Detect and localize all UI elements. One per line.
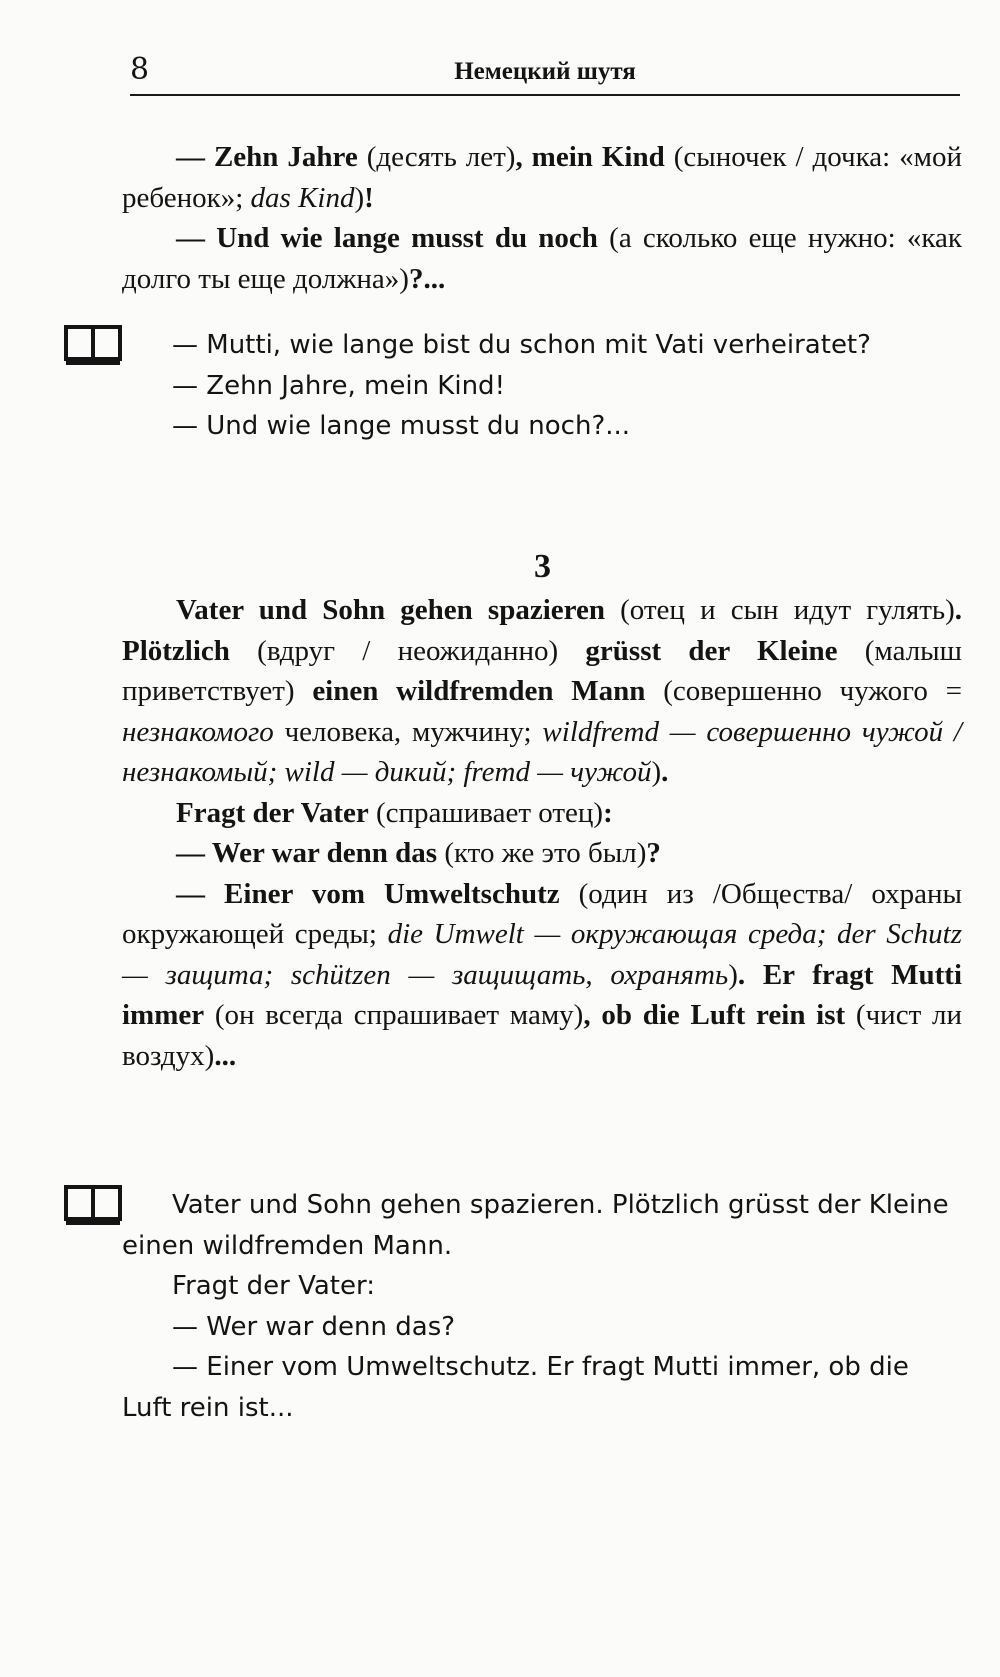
page-header: [130, 48, 960, 96]
commentary-paragraph: — Wer war denn das (кто же это был)?: [176, 837, 661, 869]
original-paragraph: — Wer war denn das?: [172, 1311, 456, 1342]
commentary-paragraph: — Und wie lange musst du noch (а сколько еще нужно: «как долго ты еще должна»)?...: [122, 222, 962, 295]
running-title: Немецкий шутя: [454, 58, 636, 85]
original-paragraph: Vater und Sohn gehen spazieren. Plötzlich grüsst der Kleine einen wildfremden Mann.: [122, 1190, 949, 1261]
original-line: — Mutti, wie lange bist du schon mit Vati verheiratet?: [172, 330, 871, 360]
original-paragraph: Fragt der Vater:: [172, 1271, 375, 1301]
commentary-paragraph: — Zehn Jahre (десять лет), mein Kind (сыночек / дочка: «мой ребенок»; das Kind)!: [122, 141, 962, 214]
page-number: 8: [130, 52, 150, 87]
book-icon: [64, 325, 122, 365]
joke-2-original: [122, 325, 962, 447]
original-line: — Und wie lange musst du noch?...: [172, 411, 631, 441]
joke-2-commentary: [122, 137, 962, 299]
original-paragraph: — Einer vom Umweltschutz. Er fragt Mutti immer, ob die Luft rein ist...: [122, 1352, 909, 1423]
book-icon: [64, 1185, 122, 1225]
original-line: — Zehn Jahre, mein Kind!: [172, 370, 505, 401]
joke-3-commentary: [122, 590, 962, 1076]
joke-3-original: [122, 1185, 962, 1428]
commentary-paragraph: — Einer vom Umweltschutz (один из /Общества/ охраны окружающей среды; die Umwelt — окружающая среда; der Schutz — защита; schützen — защищать, охранять). Er fragt Mutti immer (он всегда спрашивает маму), ob die Luft rein ist (чист ли воздух)...: [122, 877, 962, 1072]
commentary-paragraph: Fragt der Vater (спрашивает отец):: [176, 796, 613, 829]
commentary-paragraph: Vater und Sohn gehen spazieren (отец и сын идут гулять). Plötzlich (вдруг / неожиданно) grüsst der Kleine (малыш приветствует) einen wildfremden Mann (совершенно чужого = незнакомого человека, мужчину; wildfremd — совершенно чужой / незнакомый; wild — дикий; fremd — чужой).: [122, 594, 963, 788]
section-number: 3: [534, 548, 551, 585]
